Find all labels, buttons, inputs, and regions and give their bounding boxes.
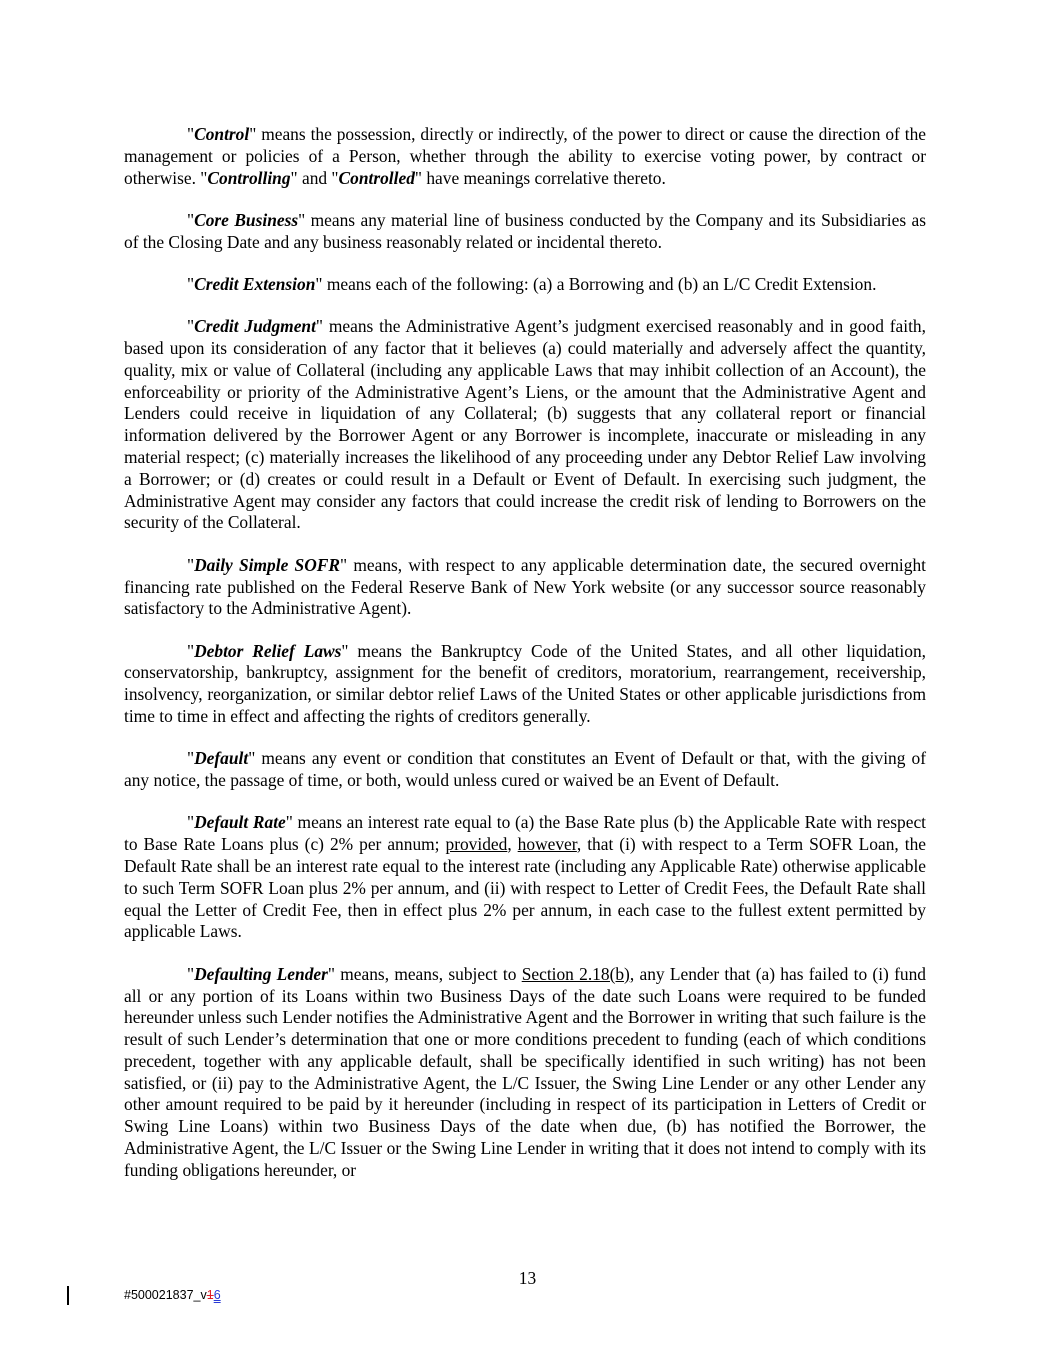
page-number: 13	[518, 1268, 537, 1288]
definition-default-rate: "Default Rate" means an interest rate equal to (a) the Base Rate plus (b) the Applicable Rate with respect to Base Rate Loans plus (c) 2% per annum; provided, however, that (i) with respect to a Term SOFR Loan, the Default Rate shall be an interest rate equal to the interest rate (including any Applicable Rate) otherwise applicable to such Term SOFR Loan plus 2% per annum, and (ii) with respect to Letter of Credit Fees, the Default Rate shall equal the Letter of Credit Fee, then in effect plus 2% per annum, in each case to the fullest extent permitted by applicable Laws.	[124, 812, 927, 942]
definition-core-business: "Core Business" means any material line of business conducted by the Company and its Subsidiaries as of the Closing Date and any business reasonably related or incidental thereto.	[124, 209, 926, 252]
definition-credit-judgment: "Credit Judgment" means the Administrative Agent’s judgment exercised reasonably and in good faith, based upon its consideration of any factor that it believes (a) could materially and adversely affect the quantity, quality, mix or value of Collateral (including any applicable Laws that may inhibit collection of an Account), the enforceability or priority of the Administrative Agent’s Liens, or the amount that the Administrative Agent and Lenders could receive in liquidation of any Collateral; (b) suggests that any collateral report or financial information delivered by the Borrower Agent or any Borrower is incomplete, inaccurate or misleading in any material respect; (c) materially increases the likelihood of any proceeding under any Debtor Relief Law involving a Borrower; or (d) creates or could result in a Default or Event of Default. In exercising such judgment, the Administrative Agent may consider any factors that could increase the credit risk of lending to Borrowers on the security of the Collateral.	[124, 316, 926, 533]
definitions-body	[124, 124, 926, 1202]
deleted-version-number: 1	[206, 1288, 214, 1302]
defined-term: Core Business	[194, 209, 299, 230]
document-id-prefix: #500021837_v	[124, 1288, 207, 1302]
defined-term: Credit Extension	[194, 273, 316, 294]
defined-term: Default	[194, 748, 249, 769]
definition-default: "Default" means any event or condition that constitutes an Event of Default or that, with the giving of any notice, the passage of time, or both, would unless cured or waived be an Event of Default.	[124, 748, 926, 791]
definition-daily-simple-sofr: "Daily Simple SOFR" means, with respect to any applicable determination date, the secured overnight financing rate published on the Federal Reserve Bank of New York website (or any successor source reasonably satisfactory to the Administrative Agent).	[124, 554, 926, 619]
defined-term: Debtor Relief Laws	[194, 640, 342, 661]
definition-credit-extension: "Credit Extension" means each of the following: (a) a Borrowing and (b) an L/C Credit Extension.	[187, 273, 877, 294]
definition-control: "Control" means the possession, directly or indirectly, of the power to direct or cause the direction of the management or policies of a Person, whether through the ability to exercise voting power, by contract or otherwise. "Controlling" and "Controlled" have meanings correlative thereto.	[124, 124, 926, 188]
definition-defaulting-lender: "Defaulting Lender" means, means, subject to Section 2.18(b), any Lender that (a) has failed to (i) fund all or any portion of its Loans within two Business Days of the date such Loans were required to be funded hereunder unless such Lender notifies the Administrative Agent and the Borrower in writing that such failure is the result of such Lender’s determination that one or more conditions precedent to funding (each of which conditions precedent, together with any applicable default, shall be specifically identified in such writing) has not been satisfied, or (ii) pay to the Administrative Agent, the L/C Issuer, the Swing Line Lender or any other Lender any other amount required to be paid by it hereunder (including in respect of its participation in Letters of Credit or Swing Line Loans) within two Business Days of the date when due, (b) has notified the Borrower, the Administrative Agent, the L/C Issuer or the Swing Line Lender in writing that it does not intend to comply with its funding obligations hereunder, or	[124, 963, 926, 1180]
however-underlined: however	[517, 834, 577, 855]
defined-term: Default Rate	[194, 812, 286, 833]
document-id	[124, 1287, 221, 1303]
defined-term: Controlled	[338, 167, 415, 188]
section-reference: Section 2.18(b)	[521, 963, 630, 984]
defined-term: Credit Judgment	[194, 316, 316, 337]
defined-term: Daily Simple SOFR	[194, 554, 340, 575]
provided-underlined: provided	[445, 834, 508, 855]
inserted-version-number: 6	[213, 1288, 221, 1302]
defined-term: Defaulting Lender	[194, 963, 328, 984]
defined-term: Controlling	[207, 167, 291, 188]
definition-debtor-relief-laws: "Debtor Relief Laws" means the Bankruptcy Code of the United States, and all other liquidation, conservatorship, bankruptcy, assignment for the benefit of creditors, moratorium, rearrangement, receivership, insolvency, reorganization, or similar debtor relief Laws of the United States or other applicable jurisdictions from time to time in effect and affecting the rights of creditors generally.	[124, 640, 926, 727]
revision-change-bar	[67, 1286, 69, 1305]
defined-term: Control	[194, 124, 250, 144]
